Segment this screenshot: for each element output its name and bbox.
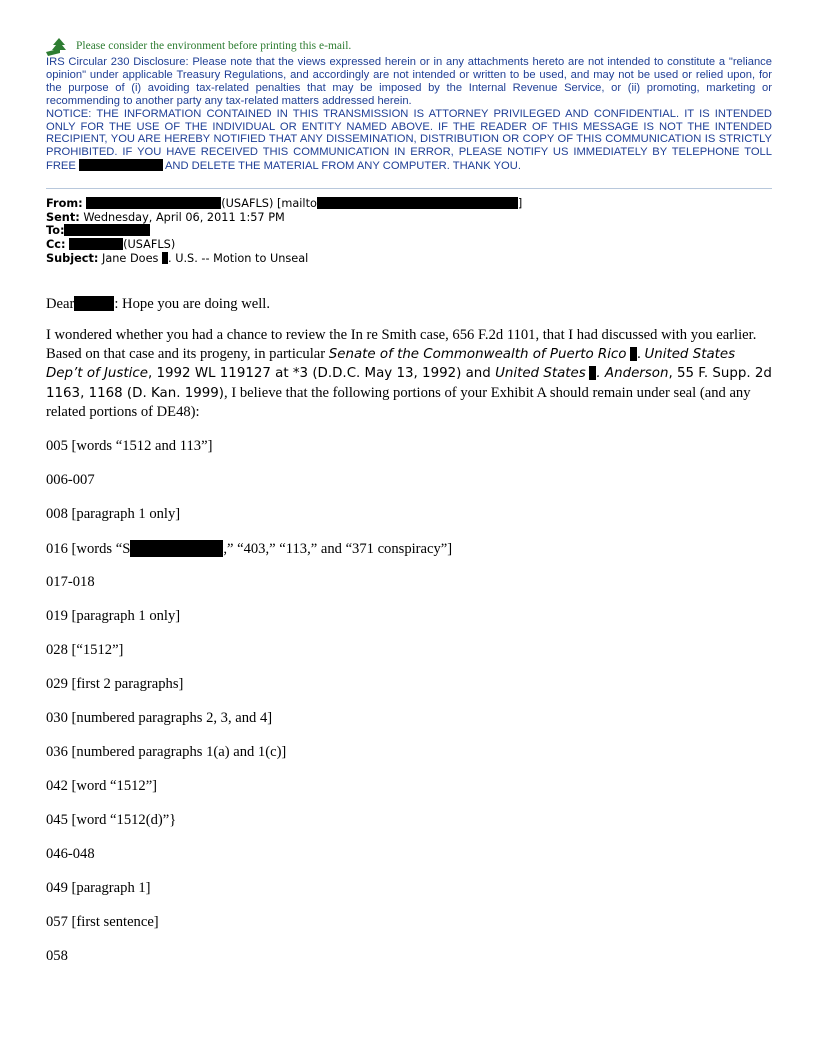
sent-label: Sent: bbox=[46, 210, 80, 224]
to-label: To: bbox=[46, 224, 65, 238]
list-item: 042 [word “1512”] bbox=[46, 777, 158, 794]
subject-part2: . U.S. -- Motion to Unseal bbox=[168, 251, 309, 265]
list-item: 019 [paragraph 1 only] bbox=[46, 607, 181, 624]
case-1-cont: United States Dep’t of Justice bbox=[46, 346, 736, 382]
item-016-prefix: 016 [words “S bbox=[46, 540, 131, 557]
redaction-to bbox=[64, 224, 150, 236]
sent-value: Wednesday, April 06, 2011 1:57 PM bbox=[83, 210, 285, 224]
list-item: 017-018 bbox=[46, 573, 95, 590]
environment-notice bbox=[46, 38, 772, 56]
email-header bbox=[46, 197, 772, 265]
redaction-phone bbox=[79, 159, 163, 171]
list-item: 028 [“1512”] bbox=[46, 641, 124, 658]
subject-label: Subject: bbox=[46, 251, 99, 265]
notice-text-part1: NOTICE: THE INFORMATION CONTAINED IN THIS TRANSMISSION IS ATTORNEY PRIVILEGED AND CONFIDENTIAL. IT IS INTENDED ONLY FOR THE USE OF THE INDIVIDUAL OR ENTITY NAMED ABOVE. IF THE READER OF THIS MESSAGE IS NOT THE INTENDED RECIPIENT, YOU ARE HEREBY NOTIFIED THAT ANY DISSEMINATION, DISTRIBUTION OR COPY OF THIS COMMUNICATION IS STRICTLY PROHIBITED. IF YOU HAVE RECEIVED THIS COMMUNICATION IN ERROR, PLEASE NOTIFY US IMMEDIATELY BY TELEPHONE TOLL FREE bbox=[46, 107, 772, 173]
redaction-from-email bbox=[317, 197, 518, 209]
confidentiality-notice bbox=[46, 108, 772, 174]
list-item: 005 [words “1512 and 113”] bbox=[46, 437, 213, 454]
email-printout bbox=[46, 38, 772, 965]
case-2-cite: , 55 F. Supp. 2d 1163, 1168 (D. Kan. 1999) bbox=[46, 366, 772, 401]
list-item-016 bbox=[46, 540, 772, 557]
greeting: : Hope you are doing well. bbox=[114, 296, 270, 313]
list-item: 045 [word “1512(d)”} bbox=[46, 811, 177, 828]
cc-label: Cc: bbox=[46, 237, 66, 251]
environment-notice-text: Please consider the environment before printing this e-mail. bbox=[76, 40, 352, 52]
from-org: (USAFLS) [mailto bbox=[221, 197, 317, 211]
irs-disclosure: IRS Circular 230 Disclosure: Please note that the views expressed herein or in any attachments hereto are not intended to constitute a "reliance opinion" under applicable Treasury Regulations, and accordingly are not intended or written to be used, and may not be used or relied upon, for the purpose of (i) avoiding tax-related penalties that may be imposed by the Internal Revenue Service, or (ii) promoting, marketing or recommending to another party any tax-related matters addressed herein. bbox=[46, 56, 772, 107]
para-end: , I believe that the following portions of your Exhibit A should remain under seal (and any related portions of DE48): bbox=[46, 384, 751, 421]
email-body bbox=[46, 296, 772, 965]
case-2-cont: . Anderson bbox=[596, 366, 669, 382]
item-016-suffix: ,” “403,” “113,” and “371 conspiracy”] bbox=[223, 540, 453, 557]
redaction-cc bbox=[69, 238, 123, 250]
cc-org: (USAFLS) bbox=[123, 237, 176, 251]
from-label: From: bbox=[46, 197, 83, 211]
notice-text-part2: AND DELETE THE MATERIAL FROM ANY COMPUTER. THANK YOU. bbox=[164, 160, 521, 173]
list-item: 049 [paragraph 1] bbox=[46, 879, 151, 896]
list-item: 029 [first 2 paragraphs] bbox=[46, 675, 184, 692]
list-item: 006-007 bbox=[46, 471, 95, 488]
to-row bbox=[46, 224, 772, 238]
list-item: 030 [numbered paragraphs 2, 3, and 4] bbox=[46, 709, 273, 726]
redaction-from-name bbox=[86, 197, 221, 209]
list-item: 058 bbox=[46, 947, 68, 964]
sealed-portions-list bbox=[46, 438, 772, 965]
sent-row bbox=[46, 211, 772, 225]
subject-part1: Jane Does bbox=[102, 251, 159, 265]
salutation: Dear bbox=[46, 296, 75, 313]
list-item: 057 [first sentence] bbox=[46, 913, 159, 930]
case-2-name: United States bbox=[495, 366, 586, 382]
list-item: 036 [numbered paragraphs 1(a) and 1(c)] bbox=[46, 743, 287, 760]
list-item: 008 [paragraph 1 only] bbox=[46, 505, 181, 522]
para-text: I wondered whether you had a chance to review the In re Smith case, 656 F.2d 1101, that I had discussed with you earlier. Based on that case and its progeny, in particular bbox=[46, 327, 757, 362]
salutation-line bbox=[46, 296, 772, 313]
case-1-cite: , 1992 WL 119127 at *3 (D.D.C. May 13, 1992) and bbox=[147, 366, 496, 382]
header-divider bbox=[46, 188, 772, 189]
list-item: 046-048 bbox=[46, 845, 95, 862]
subject-row bbox=[46, 252, 772, 266]
redaction-recipient bbox=[74, 296, 114, 311]
tree-icon bbox=[46, 38, 66, 56]
from-end: ] bbox=[517, 197, 523, 211]
redaction-v1 bbox=[630, 347, 637, 361]
from-row bbox=[46, 197, 772, 211]
case-1-name: Senate of the Commonwealth of Puerto Rico bbox=[328, 346, 627, 362]
cc-row bbox=[46, 238, 772, 252]
redaction-item-016 bbox=[130, 540, 223, 557]
main-paragraph: I wondered whether you had a chance to review the In re Smith case, 656 F.2d 1101, that I had discussed with you earlier. Based on that case and its progeny, in particular Senate of the Commonwealth of Puerto Rico . United States Dep’t of Justice, 1992 WL 119127 at *3 (D.D.C. May 13, 1992) and United States . Anderson, 55 F. Supp. 2d 1163, 1168 (D. Kan. 1999), I believe that the following portions of your Exhibit A should remain under seal (and any related portions of DE48): bbox=[46, 327, 772, 421]
